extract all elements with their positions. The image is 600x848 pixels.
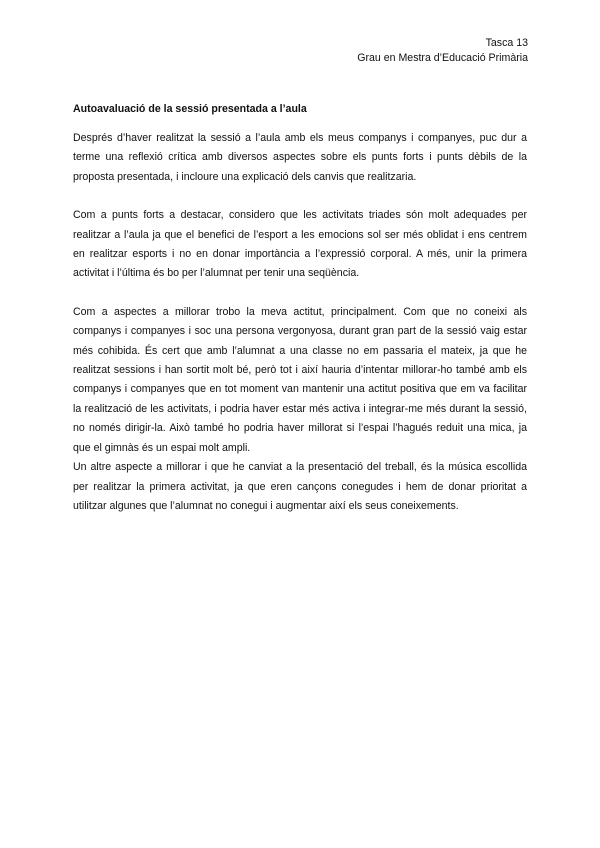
paragraph-intro: Després d’haver realitzat la sessió a l’aula amb els meus companys i companyes, puc dur a terme una reflexió crítica amb diversos aspectes sobre els punts forts i punts dèbils de la proposta presentada, i incloure una explicació dels canvis que realitzaria.: [73, 132, 527, 183]
page-header: [357, 36, 528, 66]
paragraph-strengths: Com a punts forts a destacar, considero que les activitats triades són molt adequades per realitzar a l’aula ja que el benefici de l’esport a les emocions sol ser més oblidat i ens centrem en realitzar esports i no en donar importància a l’expressió corporal. A més, unir la primera activitat i l’última és bo per l’alumnat per tenir una seqüència.: [73, 209, 527, 280]
document-body: [73, 102, 527, 516]
document-title: Autoavaluació de la sessió presentada a l’aula: [73, 103, 307, 115]
header-degree: Grau en Mestra d’Educació Primària: [357, 52, 528, 64]
paragraph-changes: Un altre aspecte a millorar i que he canviat a la presentació del treball, és la música escollida per realitzar la primera activitat, ja que eren cançons conegudes i hem de donar prioritat a utilitzar algunes que l’alumnat no conegui i augmentar així els seus coneixements.: [73, 461, 527, 512]
paragraph-improvements: Com a aspectes a millorar trobo la meva actitut, principalment. Com que no coneixi als companys i companyes i soc una persona vergonyosa, durant gran part de la sessió vaig estar més cohibida. És cert que amb l’alumnat a una classe no em passaria el mateix, ja que he realitzat sessions i han sortit molt bé, però tot i així hauria d’intentar millorar-ho també amb els companys i companyes que en tot moment van mantenir una actitut positiva que em va facilitar la realització de les activitats, i podria haver estar més activa i integrar-me més durant la sessió, no només dirigir-la. Això també ho podria haver millorat si l’espai l’hagués reduit una mica, ja que el gimnàs és un espai molt ampli.: [73, 305, 527, 454]
header-task: Tasca 13: [485, 37, 528, 49]
